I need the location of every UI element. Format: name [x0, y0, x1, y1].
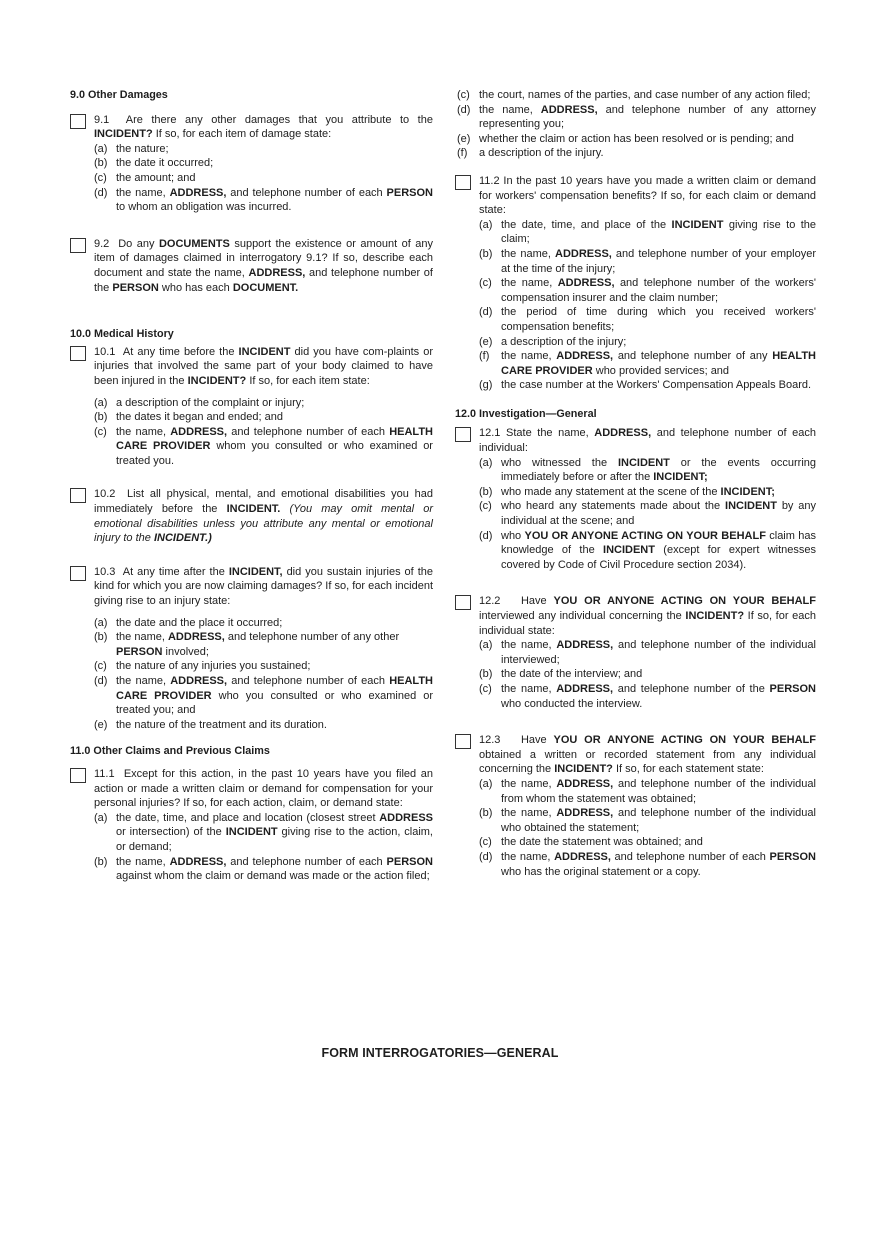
list-item: (c) the date the statement was obtained; and	[479, 836, 703, 849]
list-item: (c) the nature of any injuries you sustained;	[94, 660, 311, 673]
list-item: (c) the court, names of the parties, and case number of any action filed;	[457, 89, 811, 101]
list-item: (c) the amount; and	[94, 171, 196, 184]
checkbox-11-1[interactable]	[70, 768, 86, 783]
question-10-3: 10.3 At any time after the INCIDENT, did you sustain injuries of the kind for which you are now claiming damages? If so, for each incident giving rise to an injury state: (a) the date and the place it occurred; (b) the name, ADDRESS, and telephone number of any other PERSON involved; (c) the nature of any injuries you sustained; (d) the name, ADDRESS, and telephone number of each HEALTH CARE PROVIDER who you consulted or who examined or treated you; and (e) the nature of the treatment and its duration.	[70, 565, 433, 733]
list-item: (d) the name, ADDRESS, and telephone number of each HEALTH CARE PROVIDER who you consulted or who examined or treated you; and	[94, 675, 434, 717]
list-item: (a) the nature;	[94, 142, 169, 155]
list-item: (d) the period of time during which you received workers' compensation benefits;	[479, 306, 816, 333]
list-item: (b) the name, ADDRESS, and telephone number of the individual who obtained the statement;	[479, 807, 816, 834]
checkbox-11-2[interactable]	[455, 175, 471, 190]
list-item: (f) the name, ADDRESS, and telephone number of any HEALTH CARE PROVIDER who provided services; and	[479, 350, 816, 377]
item-list-11-1-continued	[455, 88, 816, 161]
item-list	[479, 218, 816, 393]
list-item: (d) the name, ADDRESS, and telephone number of each PERSON who has the original statement or a copy.	[479, 850, 817, 878]
list-item: (a) the date, time, and place and location (closest street ADDRESS or intersection) of the INCIDENT giving rise to the action, claim, or demand;	[94, 811, 433, 853]
list-item: (a) the date, time, and place of the INCIDENT giving rise to the claim;	[479, 218, 817, 246]
checkbox-9-1[interactable]	[70, 114, 86, 129]
question-12-1: 12.1 State the name, ADDRESS, and telephone number of each individual: (a) who witnessed the INCIDENT or the events occurring immediately before or after the INCIDENT; (b) who made any statement at the scene of the INCIDENT; (c) who heard any statements made about the INCIDENT by any individual at the scene; and (d) who YOU OR ANYONE ACTING ON YOUR BEHALF claim has knowledge of the INCIDENT (except for expert witnesses covered by Code of Civil Procedure section 2034).	[455, 426, 816, 572]
left-column	[70, 88, 433, 884]
section-heading-9: 9.0 Other Damages	[70, 89, 168, 101]
list-item: (b) the dates it began and ended; and	[94, 411, 283, 424]
list-item: (a) a description of the complaint or injury;	[94, 396, 305, 409]
section-heading-12: 12.0 Investigation—General	[455, 407, 597, 420]
list-item: (b) who made any statement at the scene of the INCIDENT;	[479, 485, 775, 498]
question-10-1: 10.1 At any time before the INCIDENT did you have com-plaints or injuries that involved the same part of your body claimed to have been injured in the INCIDENT? If so, for each item state: (a) a description of the complaint or injury; (b) the dates it began and ended; and (c) the name, ADDRESS, and telephone number of each HEALTH CARE PROVIDER whom you consulted or who examined or treated you.	[70, 345, 433, 469]
question-11-2: 11.2 In the past 10 years have you made a written claim or demand for workers' compensation benefits? If so, for each claim or demand state: (a) the date, time, and place of the INCIDENT giving rise to the claim; (b) the name, ADDRESS, and telephone number of your employer at the time of the injury; (c) the name, ADDRESS, and telephone number of the workers' compensation insurer and the claim number; (d) the period of time during which you received workers' compensation benefits; (e) a description of the injury; (f) the name, ADDRESS, and telephone number of any HEALTH CARE PROVIDER who provided services; and (g) the case number at the Workers' Compensation Appeals Board.	[455, 174, 816, 393]
question-12-3: 12.3 Have YOU OR ANYONE ACTING ON YOUR BEHALF obtained a written or recorded statement from any individual concerning the INCIDENT? If so, for each statement state: (a) the name, ADDRESS, and telephone number of the individual from whom the statement was obtained; (b) the name, ADDRESS, and telephone number of the individual who obtained the statement; (c) the date the statement was obtained; and (d) the name, ADDRESS, and telephone number of each PERSON who has the original statement or a copy.	[455, 733, 816, 879]
list-item: (e) whether the claim or action has been resolved or is pending; and	[457, 132, 794, 145]
list-item: (a) the date and the place it occurred;	[94, 616, 283, 629]
right-column	[455, 88, 816, 879]
question-9-2: 9.2 Do any DOCUMENTS support the existence or amount of any item of damages claimed in interrogatory 9.1? If so, describe each document and state the name, ADDRESS, and telephone number of the PERSON who has each DOCUMENT.	[70, 237, 433, 295]
list-item: (e) a description of the injury;	[479, 335, 627, 348]
checkbox-10-2[interactable]	[70, 488, 86, 503]
list-item: (d) the name, ADDRESS, and telephone number of any attorney representing you;	[457, 103, 817, 131]
item-list	[479, 456, 816, 573]
list-item: (f) a description of the injury.	[457, 147, 604, 160]
list-item: (g) the case number at the Workers' Compensation Appeals Board.	[479, 379, 812, 392]
list-item: (c) the name, ADDRESS, and telephone number of the PERSON who conducted the interview.	[479, 682, 816, 710]
checkbox-12-1[interactable]	[455, 427, 471, 442]
list-item: (c) the name, ADDRESS, and telephone number of each HEALTH CARE PROVIDER whom you consulted or who examined or treated you.	[94, 425, 433, 467]
item-list	[94, 616, 433, 733]
list-item: (a) the name, ADDRESS, and telephone number of the individual interviewed;	[479, 639, 816, 666]
item-list	[94, 811, 433, 884]
checkbox-12-3[interactable]	[455, 734, 471, 749]
question-11-1: 11.1 Except for this action, in the past 10 years have you filed an action or made a written claim or demand for compensation for your personal injuries? If so, for each action, claim, or demand state: (a) the date, time, and place and location (closest street ADDRESS or intersection) of the INCIDENT giving rise to the action, claim, or demand; (b) the name, ADDRESS, and telephone number of each PERSON against whom the claim or demand was made or the action filed;	[70, 767, 433, 884]
checkbox-9-2[interactable]	[70, 238, 86, 253]
checkbox-10-3[interactable]	[70, 566, 86, 581]
list-item: (a) the name, ADDRESS, and telephone number of the individual from whom the statement was obtained;	[479, 777, 816, 805]
form-footer-title: FORM INTERROGATORIES—GENERAL	[321, 1046, 559, 1060]
question-12-2: 12.2 Have YOU OR ANYONE ACTING ON YOUR BEHALF interviewed any individual concerning the INCIDENT? If so, for each individual state: (a) the name, ADDRESS, and telephone number of the individual interviewed; (b) the date of the interview; and (c) the name, ADDRESS, and telephone number of the PERSON who conducted the interview.	[455, 594, 816, 711]
question-10-2: 10.2 List all physical, mental, and emotional disabilities you had immediately before the INCIDENT. (You may omit mental or emotional disabilities unless you attribute any mental or emotional injury to the INCIDENT.)	[70, 487, 433, 545]
list-item: (b) the name, ADDRESS, and telephone number of your employer at the time of the injury;	[479, 247, 816, 275]
list-item: (c) the name, ADDRESS, and telephone number of the workers' compensation insurer and the claim number;	[479, 277, 817, 304]
item-list	[94, 142, 433, 215]
list-item: (b) the name, ADDRESS, and telephone number of any other PERSON involved;	[94, 631, 400, 658]
list-item: (b) the name, ADDRESS, and telephone number of each PERSON against whom the claim or demand was made or the action filed;	[94, 855, 434, 883]
question-9-1: 9.1 Are there any other damages that you attribute to the INCIDENT? If so, for each item of damage state: (a) the nature; (b) the date it occurred; (c) the amount; and (d) the name, ADDRESS, and telephone number of each PERSON to whom an obligation was incurred.	[70, 113, 433, 215]
list-item: (d) the name, ADDRESS, and telephone number of each PERSON to whom an obligation was incurred.	[94, 186, 434, 214]
list-item: (c) who heard any statements made about the INCIDENT by any individual at the scene; and	[479, 500, 816, 528]
list-item: (b) the date it occurred;	[94, 157, 214, 170]
checkbox-12-2[interactable]	[455, 595, 471, 610]
list-item: (b) the date of the interview; and	[479, 668, 643, 681]
section-heading-11: 11.0 Other Claims and Previous Claims	[70, 745, 270, 758]
item-list	[479, 777, 816, 879]
item-list	[94, 396, 433, 469]
checkbox-10-1[interactable]	[70, 346, 86, 361]
section-heading-10: 10.0 Medical History	[70, 328, 174, 341]
list-item: (a) who witnessed the INCIDENT or the events occurring immediately before or after the INCIDENT;	[479, 456, 817, 484]
item-list	[479, 638, 816, 711]
list-item: (e) the nature of the treatment and its duration.	[94, 718, 327, 731]
list-item: (d) who YOU OR ANYONE ACTING ON YOUR BEHALF claim has knowledge of the INCIDENT (except for expert witnesses covered by Code of Civil Procedure section 2034).	[479, 529, 817, 571]
